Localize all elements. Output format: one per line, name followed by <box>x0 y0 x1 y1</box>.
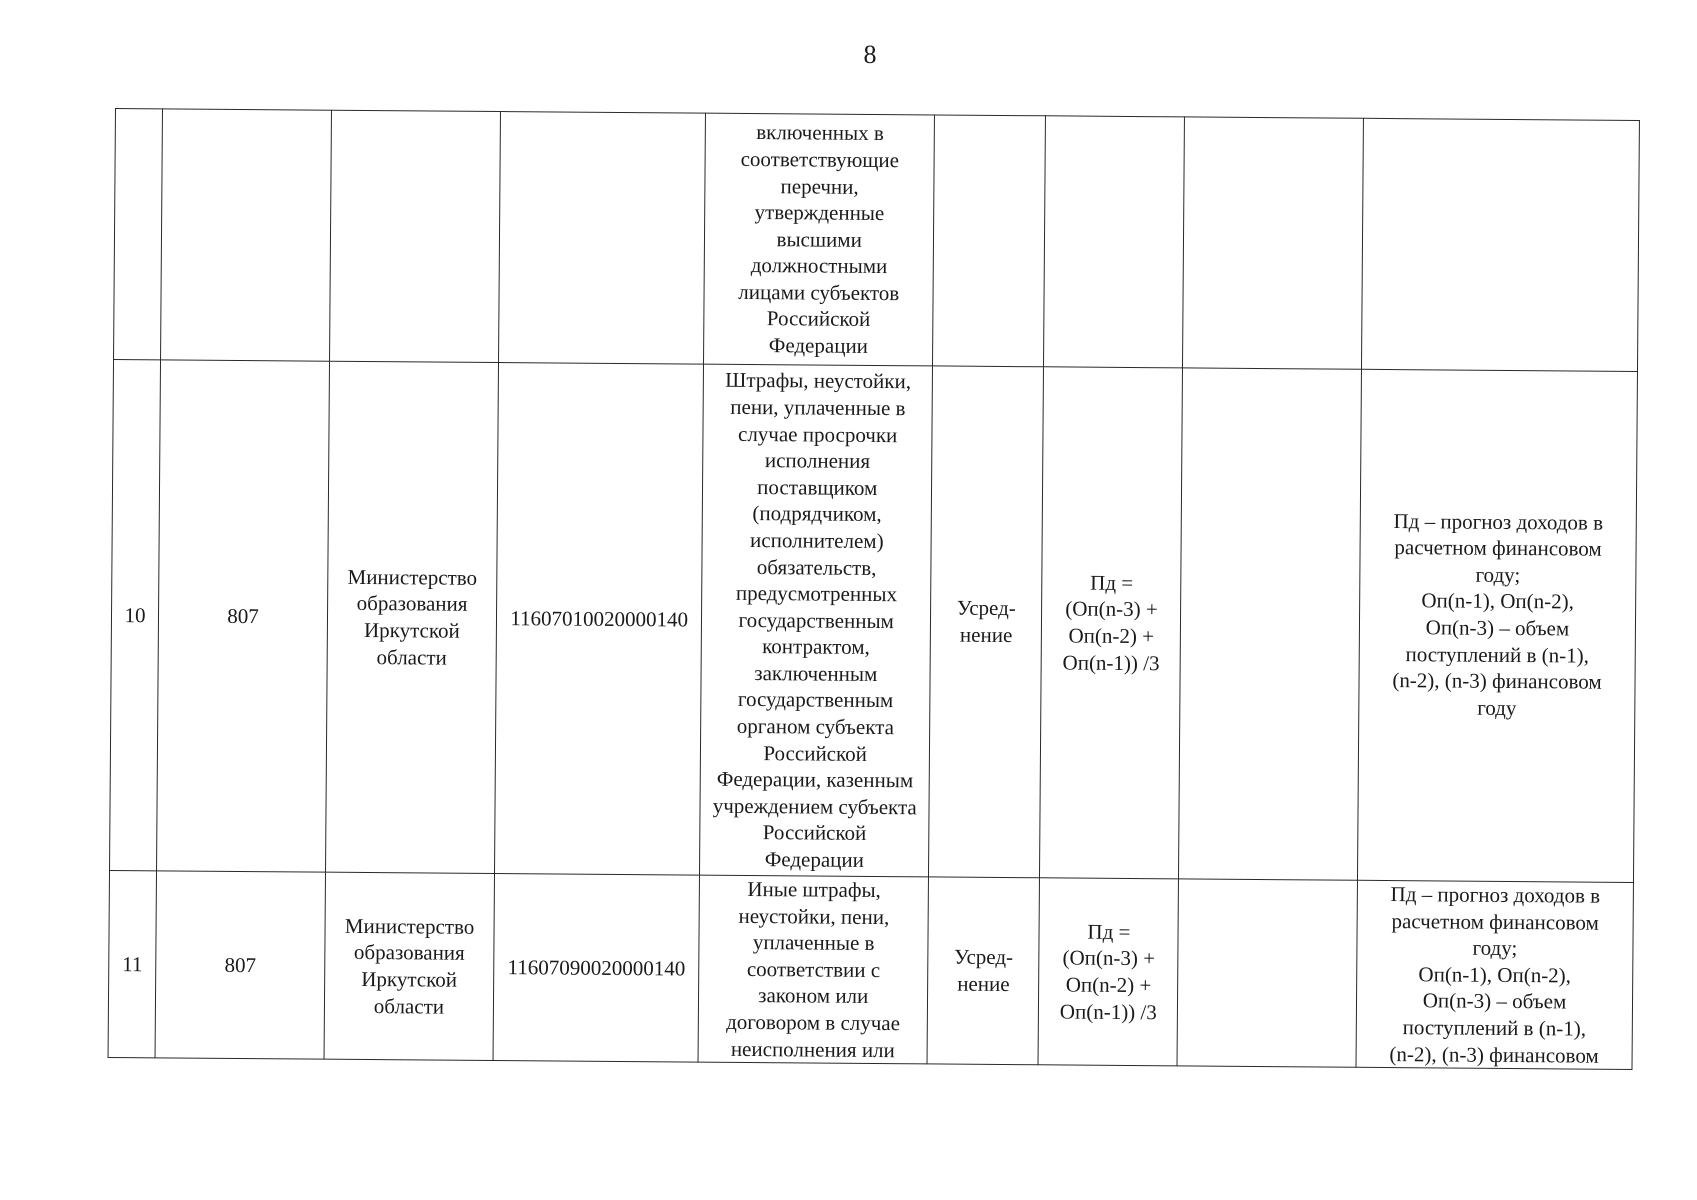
kbk-code <box>498 112 705 365</box>
calculation-method: Усред- нение <box>927 877 1040 1065</box>
table-row <box>114 109 1640 372</box>
income-description: Штрафы, неустойки, пени, уплаченные в случае просрочки исполнения поставщиком (подрядчиком, исполнителем) обязательств, предусмотренных государственным контрактом, заключенным государственным органом субъекта Российской Федерации, казенным учреждением субъекта Российской Федерации <box>700 364 933 877</box>
calculation-method <box>933 115 1046 367</box>
indicator-notes: Пд – прогноз доходов в расчетном финансовом году; Оп(n-1), Оп(n-2), Оп(n-3) – объем поступлений в (n-1), (n-2), (n-3) финансовом <box>1389 882 1601 1068</box>
calculation-formula: Пд = (Оп(n-3) + Оп(n-2) + Оп(n-1)) /3 <box>1040 367 1183 879</box>
admin-code <box>161 109 332 361</box>
table-row <box>110 359 1638 882</box>
calculation-formula <box>1044 116 1185 368</box>
admin-name: Министерство образования Иркутской области <box>324 872 494 1060</box>
admin-name <box>330 110 501 362</box>
row-number: 10 <box>110 359 161 870</box>
row-number <box>114 109 163 360</box>
calculation-method: Усред- нение <box>929 366 1044 878</box>
empty-cell <box>1183 117 1364 369</box>
indicator-notes-cell <box>1356 880 1633 1069</box>
income-description: Иные штрафы, неустойки, пени, уплаченные в соответствии с законом или договором в случае неисполнения или <box>698 875 928 1064</box>
indicator-notes <box>1362 118 1640 371</box>
income-description: включенных в соответствующие перечни, утвержденные высшими должностными лицами субъектов Российской Федерации <box>704 113 935 366</box>
empty-cell <box>1179 368 1362 880</box>
admin-name: Министерство образования Иркутской области <box>326 361 499 873</box>
table-container <box>108 108 1640 1070</box>
calculation-formula: Пд = (Оп(n-3) + Оп(n-2) + Оп(n-1)) /3 <box>1038 878 1178 1066</box>
indicator-notes-cell <box>1357 369 1637 882</box>
kbk-code: 11607090020000140 <box>493 874 700 1063</box>
revenue-forecast-table <box>108 108 1640 1070</box>
table-row <box>108 870 1633 1069</box>
admin-code: 807 <box>157 360 330 872</box>
empty-cell <box>1177 879 1357 1068</box>
row-number: 11 <box>108 870 157 1058</box>
page-number: 8 <box>863 40 877 69</box>
admin-code: 807 <box>155 871 325 1059</box>
indicator-notes: Пд – прогноз доходов в расчетном финансовом году; Оп(n-1), Оп(n-2), Оп(n-3) – объем поступлений в (n-1), (n-2), (n-3) финансовом году <box>1392 508 1604 720</box>
kbk-code: 11607010020000140 <box>494 363 703 876</box>
